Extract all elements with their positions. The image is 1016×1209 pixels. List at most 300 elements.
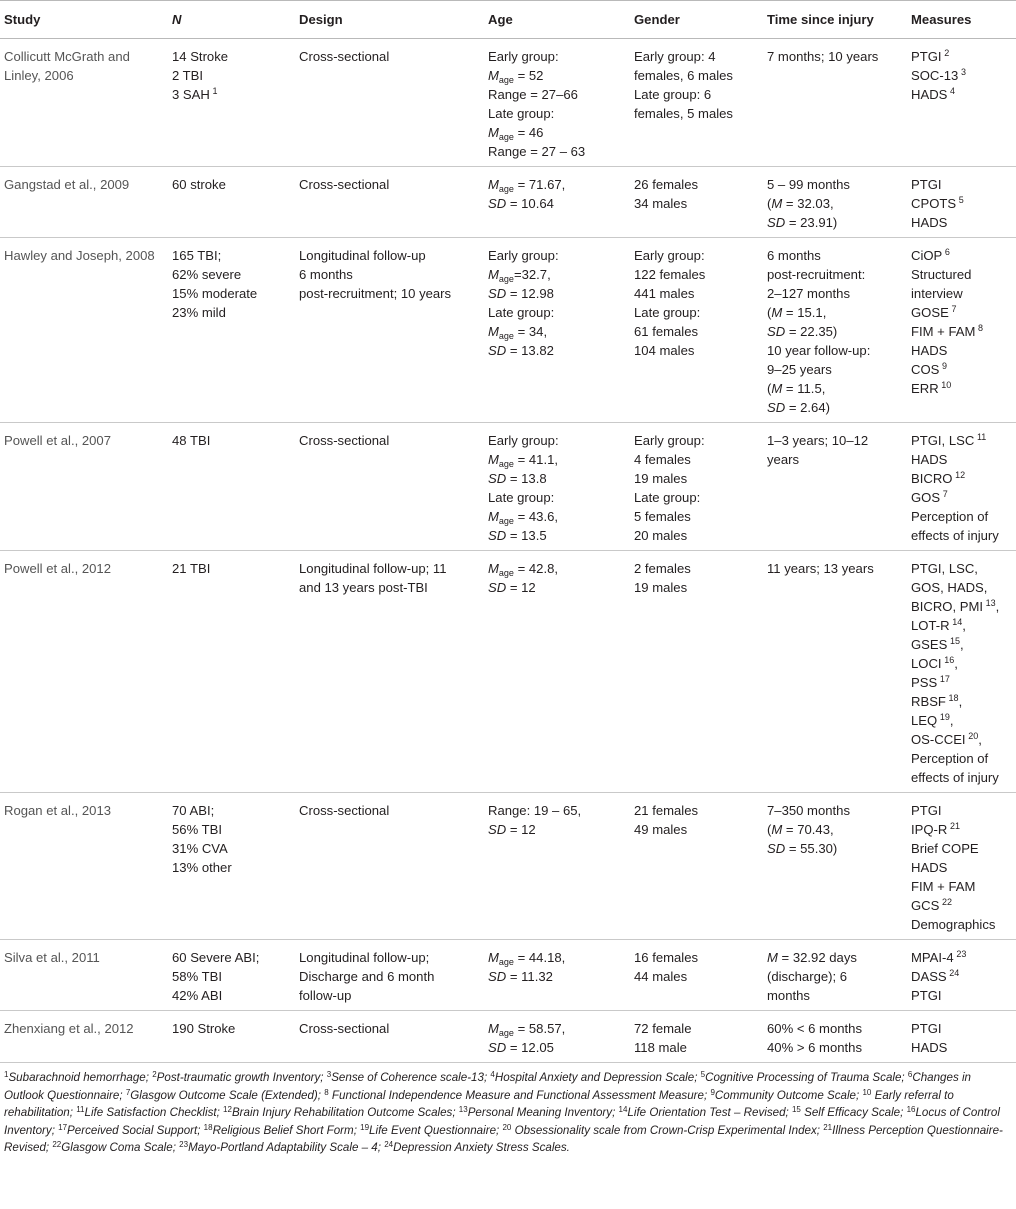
footnote-number: 15: [791, 1105, 801, 1114]
symbol: M: [767, 950, 778, 965]
text: MPAI-4: [911, 950, 954, 965]
symbol: SD: [488, 286, 507, 301]
cell-gender: [630, 793, 763, 940]
footnote-text: Mayo-Portland Adaptability Scale – 4;: [188, 1141, 385, 1154]
footnote-text: Depression Anxiety Stress Scales.: [393, 1141, 570, 1154]
cell-line: [911, 749, 1012, 768]
footnote-text: Early referral to rehabilitation;: [4, 1088, 954, 1119]
text: = 70.43,: [782, 822, 834, 837]
cell-line: [488, 948, 626, 967]
text: Early group:: [488, 49, 559, 64]
table-row: [0, 1011, 1016, 1063]
cell-measures: [907, 940, 1016, 1011]
text: HADS: [911, 860, 948, 875]
cell-n: [168, 551, 295, 793]
cell-line: [172, 175, 291, 194]
footnote-ref: 4: [950, 86, 956, 96]
text: = 11.32: [506, 969, 553, 984]
text: 70 ABI;: [172, 803, 215, 818]
text: 2–127 months: [767, 286, 850, 301]
cell-line: Early group:: [634, 433, 705, 448]
cell-line: [911, 768, 1012, 787]
cell-line: [911, 175, 1012, 194]
cell-line: [488, 507, 626, 526]
cell-line: [767, 379, 903, 398]
cell-line: [911, 616, 1012, 635]
cell-age: [484, 39, 630, 167]
footnote-ref: 7: [951, 304, 957, 314]
cell-line: [911, 967, 1012, 986]
cell-time: [763, 551, 907, 793]
footnote-ref: 24: [949, 968, 960, 978]
cell-design: [295, 423, 484, 551]
text: = 12: [506, 822, 536, 837]
table-row: [0, 238, 1016, 423]
footnote-ref: 23: [956, 949, 967, 959]
footnote-text: Life Satisfaction Checklist;: [84, 1106, 224, 1119]
text: = 11.5,: [782, 381, 826, 396]
cell-line: [911, 284, 1012, 303]
text: RBSF: [911, 694, 946, 709]
cell-line: [767, 801, 903, 820]
text: = 46: [513, 125, 544, 140]
footnote-number: 8: [324, 1087, 329, 1097]
cell-line: [911, 635, 1012, 654]
cell-gender: [630, 1011, 763, 1063]
cell-measures: [907, 39, 1016, 167]
cell-line: [172, 820, 291, 839]
subscript: age: [498, 184, 514, 194]
cell-line: [911, 915, 1012, 934]
footnote-text: Locus of Control Inventory;: [4, 1106, 1000, 1137]
text: 48 TBI: [172, 433, 211, 448]
cell-line: [172, 986, 291, 1005]
text: ,: [978, 732, 982, 747]
subscript: age: [498, 274, 514, 284]
cell-line: [488, 66, 626, 85]
header-n: N: [168, 1, 295, 39]
cell-line: [488, 123, 626, 142]
cell-line: [911, 948, 1012, 967]
symbol: M: [488, 561, 499, 576]
cell-line: [488, 559, 626, 578]
cell-line: [488, 578, 626, 597]
cell-line: [911, 1038, 1012, 1057]
cell-line: [911, 450, 1012, 469]
cell-study: [0, 1011, 168, 1063]
cell-line: 6 months: [299, 267, 353, 282]
footnote-ref: 5: [958, 195, 964, 205]
symbol: SD: [488, 196, 507, 211]
symbol: M: [488, 125, 499, 140]
header-gender: Gender: [630, 1, 763, 39]
header-time-since-injury: Time since injury: [763, 1, 907, 39]
text: = 58.57,: [513, 1021, 566, 1036]
cell-gender: [630, 940, 763, 1011]
symbol: M: [488, 177, 499, 192]
cell-line: [911, 896, 1012, 915]
cell-line: [767, 948, 903, 967]
cell-line: post-recruitment; 10 years: [299, 286, 452, 301]
text: PTGI, LSC,: [911, 561, 978, 576]
text: = 2.64): [785, 400, 830, 415]
cell-line: [767, 398, 903, 417]
symbol: SD: [488, 471, 507, 486]
cell-line: 16 females: [634, 950, 699, 965]
subscript: age: [498, 75, 514, 85]
table-row: [0, 39, 1016, 167]
cell-line: 441 males: [634, 286, 695, 301]
cell-gender: [630, 423, 763, 551]
text: ,: [960, 637, 964, 652]
footnote-ref: 22: [942, 897, 953, 907]
footnote-number: 4: [490, 1070, 495, 1079]
footnote-ref: 7: [942, 489, 948, 499]
text: DASS: [911, 969, 947, 984]
cell-gender: [630, 39, 763, 167]
footnote-number: 11: [76, 1105, 85, 1114]
cell-measures: [907, 793, 1016, 940]
footnote-ref: 13: [985, 598, 996, 608]
subscript: age: [498, 957, 514, 967]
text: SOC-13: [911, 68, 959, 83]
text: 42% ABI: [172, 988, 223, 1003]
cell-line: [172, 858, 291, 877]
footnote-text: Life Orientation Test – Revised;: [627, 1106, 792, 1119]
text: Range = 27–66: [488, 87, 578, 102]
cell-line: [488, 341, 626, 360]
cell-line: Hawley and Joseph, 2008: [4, 248, 155, 263]
cell-line: [488, 194, 626, 213]
cell-line: 21 females: [634, 803, 699, 818]
subscript: age: [498, 568, 514, 578]
cell-line: [488, 450, 626, 469]
cell-time: [763, 238, 907, 423]
cell-line: Zhenxiang et al., 2012: [4, 1021, 134, 1036]
cell-line: [488, 526, 626, 545]
text: ,: [995, 599, 1000, 614]
text: Demographics: [911, 917, 996, 932]
footnote-number: 14: [618, 1105, 628, 1114]
text: ,: [954, 656, 958, 671]
table-row: [0, 793, 1016, 940]
text: Early group:: [488, 433, 559, 448]
footnote-ref: 2: [944, 48, 950, 58]
cell-line: [767, 559, 903, 578]
text: Late group:: [488, 490, 555, 505]
cell-line: [911, 986, 1012, 1005]
symbol: M: [488, 324, 499, 339]
cell-line: Rogan et al., 2013: [4, 803, 112, 818]
footnote-ref: 15: [950, 636, 961, 646]
text: (: [767, 822, 772, 837]
text: 1–3 years; 10–12: [767, 433, 869, 448]
symbol: M: [488, 509, 499, 524]
cell-line: [911, 801, 1012, 820]
cell-study: [0, 238, 168, 423]
text: = 42.8,: [513, 561, 558, 576]
cell-n: [168, 238, 295, 423]
text: PTGI: [911, 988, 942, 1003]
text: GCS: [911, 898, 940, 913]
text: 60 Severe ABI;: [172, 950, 260, 965]
text: Perception of: [911, 509, 989, 524]
cell-line: [911, 341, 1012, 360]
cell-line: 72 female: [634, 1021, 692, 1036]
symbol: SD: [767, 400, 786, 415]
text: Late group:: [488, 305, 555, 320]
cell-line: [911, 507, 1012, 526]
cell-n: [168, 167, 295, 238]
table-row: [0, 551, 1016, 793]
cell-line: [172, 66, 291, 85]
footnote-text: Obsessionality scale from Crown-Crisp Experimental Index;: [511, 1123, 824, 1137]
footnote-text: Illness Perception Questionnaire-Revised;: [4, 1123, 1003, 1154]
text: = 43.6,: [513, 509, 558, 524]
table-body: [0, 39, 1016, 1063]
footnote-text: Brain Injury Rehabilitation Outcome Scales;: [231, 1106, 459, 1119]
text: 7–350 months: [767, 803, 850, 818]
footnote-ref: 11: [976, 432, 987, 442]
text: HADS: [911, 1040, 948, 1055]
text: (: [767, 381, 772, 396]
text: = 15.1,: [782, 305, 827, 320]
text: PTGI: [911, 177, 942, 192]
cell-line: [767, 967, 903, 986]
text: OS-CCEI: [911, 732, 966, 747]
text: ,: [962, 618, 966, 633]
text: BICRO, PMI: [911, 599, 984, 614]
symbol: SD: [767, 324, 786, 339]
cell-design: [295, 940, 484, 1011]
symbol: M: [771, 381, 783, 396]
text: 15% moderate: [172, 286, 258, 301]
cell-line: [911, 213, 1012, 232]
footnote-number: 21: [823, 1122, 833, 1132]
cell-design: [295, 551, 484, 793]
footnote-text: Subarachnoid hemorrhage;: [8, 1071, 153, 1084]
cell-line: Silva et al., 2011: [4, 950, 100, 965]
text: GOS: [911, 490, 941, 505]
footnote-ref: 20: [968, 731, 979, 741]
text: PTGI, LSC: [911, 433, 975, 448]
cell-line: Longitudinal follow-up;: [299, 950, 430, 965]
cell-line: [488, 85, 626, 104]
cell-line: [767, 246, 903, 265]
footnote-ref: 17: [939, 674, 950, 684]
footnote-text: Functional Independence Measure and Functional Assessment Measure;: [328, 1088, 711, 1102]
cell-line: 7 months; 10 years: [767, 49, 879, 64]
footnote-text: Hospital Anxiety and Depression Scale;: [494, 1071, 701, 1084]
cell-line: [172, 967, 291, 986]
table-row: [0, 940, 1016, 1011]
table-row: [0, 167, 1016, 238]
cell-line: Longitudinal follow-up; 11: [299, 561, 447, 576]
cell-line: [172, 948, 291, 967]
symbol: SD: [767, 215, 786, 230]
cell-line: [488, 431, 626, 450]
cell-line: [488, 246, 626, 265]
cell-line: Early group:: [634, 248, 705, 263]
text: =32.7,: [513, 267, 551, 282]
text: = 32.03,: [782, 196, 834, 211]
footnote-number: 6: [907, 1070, 913, 1079]
cell-line: 61 females: [634, 324, 699, 339]
text: = 12: [506, 580, 536, 595]
text: 165 TBI;: [172, 248, 222, 263]
text: (discharge); 6: [767, 969, 848, 984]
text: effects of injury: [911, 528, 999, 543]
cell-line: [911, 85, 1012, 104]
text: 13% other: [172, 860, 232, 875]
cell-line: 49 males: [634, 822, 688, 837]
symbol: M: [488, 950, 499, 965]
cell-measures: [907, 551, 1016, 793]
footnote-number: 1: [4, 1070, 9, 1079]
subscript: age: [498, 516, 514, 526]
cell-line: [911, 469, 1012, 488]
footnote-text: Cognitive Processing of Trauma Scale;: [705, 1071, 908, 1084]
footnote-text: Glasgow Coma Scale;: [61, 1141, 180, 1154]
header-row: [0, 1, 1016, 39]
symbol: M: [771, 196, 783, 211]
text: = 34,: [513, 324, 548, 339]
text: (: [767, 196, 772, 211]
text: 14 Stroke: [172, 49, 229, 64]
text: (: [767, 305, 772, 320]
text: 23% mild: [172, 305, 226, 320]
symbol: M: [488, 1021, 499, 1036]
symbol: SD: [488, 822, 507, 837]
cell-line: 2 females: [634, 561, 691, 576]
text: = 10.64: [506, 196, 554, 211]
cell-line: Cross-sectional: [299, 177, 390, 192]
text: Range: 19 – 65,: [488, 803, 582, 818]
text: LOCI: [911, 656, 942, 671]
cell-time: [763, 39, 907, 167]
text: HADS: [911, 87, 948, 102]
text: 9–25 years: [767, 362, 832, 377]
cell-line: [767, 284, 903, 303]
footnote-number: 16: [906, 1105, 916, 1114]
cell-time: [763, 940, 907, 1011]
text: LEQ: [911, 713, 938, 728]
cell-line: 19 males: [634, 580, 688, 595]
cell-line: [911, 379, 1012, 398]
cell-design: [295, 39, 484, 167]
text: 10 year follow-up:: [767, 343, 871, 358]
footnote-number: 22: [52, 1140, 62, 1149]
cell-n: [168, 1011, 295, 1063]
cell-line: [911, 597, 1012, 616]
footnote-text: Post-traumatic growth Inventory;: [156, 1071, 327, 1084]
cell-line: [172, 303, 291, 322]
cell-measures: [907, 1011, 1016, 1063]
cell-line: 4 females: [634, 452, 691, 467]
text: CPOTS: [911, 196, 957, 211]
text: Perception of: [911, 751, 989, 766]
cell-gender: [630, 551, 763, 793]
text: Structured: [911, 267, 972, 282]
text: IPQ-R: [911, 822, 948, 837]
cell-line: [172, 284, 291, 303]
cell-n: [168, 39, 295, 167]
cell-age: [484, 238, 630, 423]
cell-time: [763, 423, 907, 551]
footnote-number: 20: [502, 1122, 512, 1132]
cell-line: [767, 986, 903, 1005]
cell-line: and 13 years post-TBI: [299, 580, 428, 595]
cell-age: [484, 551, 630, 793]
cell-line: [767, 175, 903, 194]
cell-study: [0, 940, 168, 1011]
symbol: SD: [488, 528, 507, 543]
footnote-ref: 19: [939, 712, 950, 722]
cell-line: [172, 801, 291, 820]
footnote-text: Religious Belief Short Form;: [212, 1123, 361, 1137]
header-age: Age: [484, 1, 630, 39]
text: Late group:: [488, 106, 555, 121]
cell-line: [767, 194, 903, 213]
cell-line: [911, 692, 1012, 711]
cell-line: [767, 820, 903, 839]
cell-line: Cross-sectional: [299, 49, 390, 64]
text: 60% < 6 months: [767, 1021, 862, 1036]
cell-line: [911, 559, 1012, 578]
cell-study: [0, 551, 168, 793]
symbol: M: [771, 822, 783, 837]
symbol: M: [488, 267, 499, 282]
cell-age: [484, 940, 630, 1011]
text: = 22.35): [785, 324, 838, 339]
footnote-number: 7: [125, 1087, 131, 1097]
cell-line: [911, 877, 1012, 896]
cell-line: 34 males: [634, 196, 688, 211]
cell-line: [911, 673, 1012, 692]
text: PTGI: [911, 49, 942, 64]
text: FIM + FAM: [911, 324, 976, 339]
cell-line: [911, 488, 1012, 507]
cell-line: [767, 213, 903, 232]
cell-line: [911, 858, 1012, 877]
subscript: age: [498, 331, 514, 341]
text: = 32.92 days: [777, 950, 857, 965]
text: 31% CVA: [172, 841, 228, 856]
text: = 13.8: [506, 471, 547, 486]
cell-study: [0, 423, 168, 551]
footnote-number: 2: [152, 1070, 157, 1079]
cell-line: [911, 322, 1012, 341]
text: effects of injury: [911, 770, 999, 785]
cell-line: [911, 360, 1012, 379]
text: 21 TBI: [172, 561, 211, 576]
cell-gender: [630, 167, 763, 238]
symbol: M: [771, 305, 783, 320]
cell-time: [763, 793, 907, 940]
cell-line: Powell et al., 2007: [4, 433, 112, 448]
text: = 12.98: [506, 286, 554, 301]
cell-line: [172, 431, 291, 450]
text: = 52: [513, 68, 544, 83]
footnote-number: 3: [326, 1070, 332, 1079]
footnote-ref: 10: [941, 380, 952, 390]
cell-line: Collicutt McGrath and Linley, 2006: [4, 49, 130, 83]
cell-line: [911, 730, 1012, 749]
text: COS: [911, 362, 940, 377]
cell-line: [488, 1019, 626, 1038]
footnote-number: 9: [710, 1087, 715, 1097]
symbol: SD: [488, 969, 507, 984]
